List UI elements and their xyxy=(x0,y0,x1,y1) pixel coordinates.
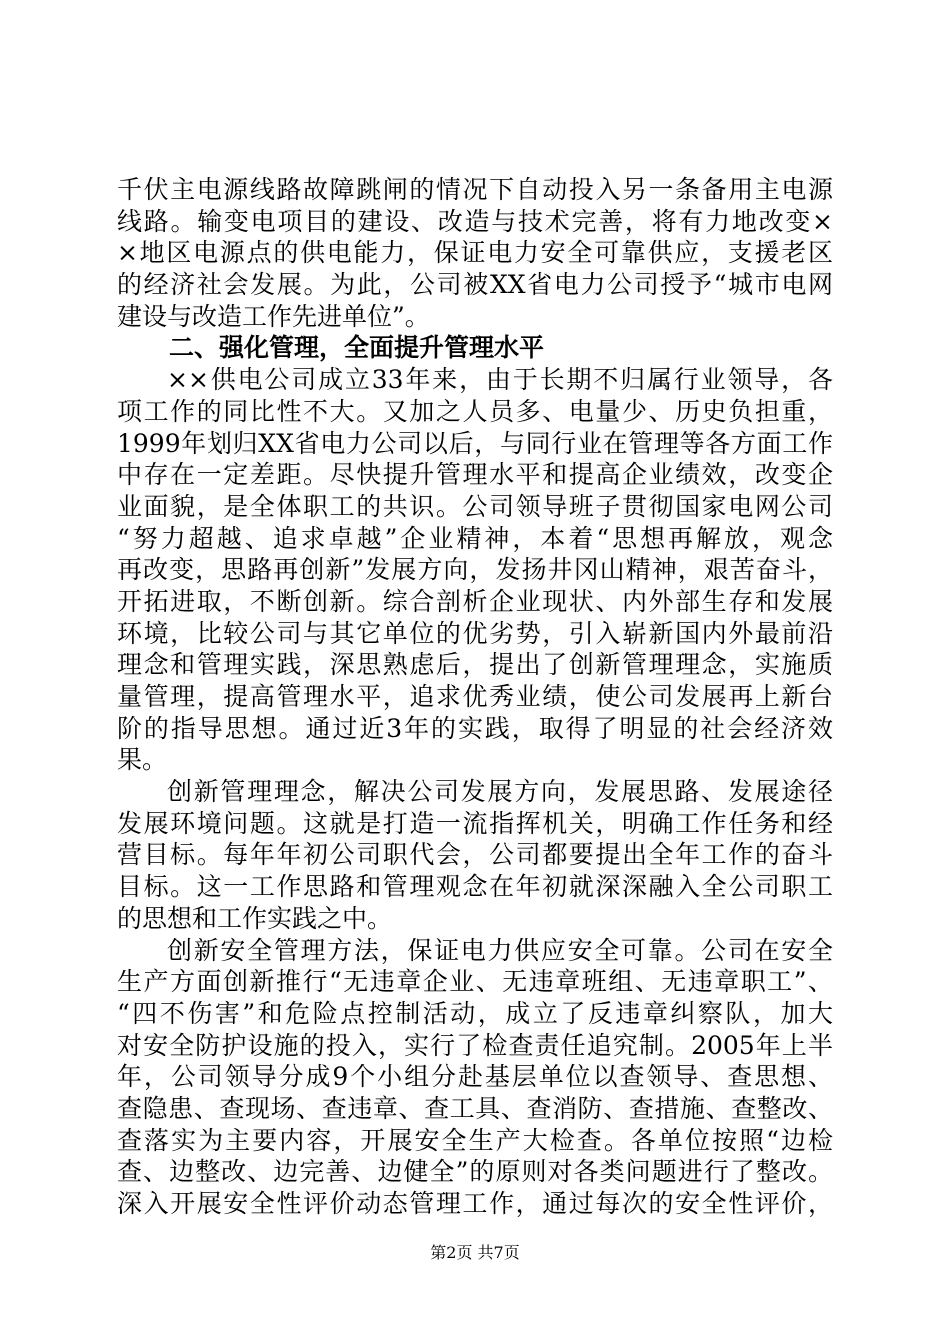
text-line: 查、边整改、边完善、边健全”的原则对各类问题进行了整改。 xyxy=(117,1157,833,1187)
text-line: 创新安全管理方法，保证电力供应安全可靠。公司在安全 xyxy=(167,935,833,965)
text-line: 深入开展安全性评价动态管理工作，通过每次的安全性评价， xyxy=(117,1189,833,1218)
text-line: “努力超越、追求卓越”企业精神，本着“思想再解放，观念 xyxy=(117,523,833,553)
text-line: 量管理，提高管理水平，追求优秀业绩，使公司发展再上新台 xyxy=(117,682,833,711)
text-line: 的思想和工作实践之中。 xyxy=(117,903,393,933)
text-line: 果。 xyxy=(117,745,168,775)
text-line: 开拓进取，不断创新。综合剖析企业现状、内外部生存和发展 xyxy=(117,586,833,616)
text-line: 年，公司领导分成9个小组分赴基层单位以查领导、查思想、 xyxy=(117,1062,833,1092)
page-footer: 第2页 共7页 xyxy=(430,1243,520,1262)
text-line: ×地区电源点的供电能力，保证电力安全可靠供应，支援老区 xyxy=(117,238,833,268)
text-line: 环境，比较公司与其它单位的优劣势，引入崭新国内外最前沿 xyxy=(117,618,833,648)
text-line: 千伏主电源线路故障跳闸的情况下自动投入另一条备用主电源 xyxy=(117,175,833,204)
paragraph xyxy=(117,935,833,1220)
text-line: 对安全防护设施的投入，实行了检查责任追究制。2005年上半 xyxy=(117,1030,833,1060)
paragraph xyxy=(117,364,833,776)
text-line: 阶的指导思想。通过近3年的实践，取得了明显的社会经济效 xyxy=(117,713,833,743)
text-line: 查落实为主要内容，开展安全生产大检查。各单位按照“边检 xyxy=(117,1125,833,1155)
text-line: 营目标。每年年初公司职代会，公司都要提出全年工作的奋斗 xyxy=(117,840,833,870)
paragraph xyxy=(117,174,833,332)
text-line: 目标。这一工作思路和管理观念在年初就深深融入全公司职工 xyxy=(117,872,833,902)
text-line: 发展环境问题。这就是打造一流指挥机关，明确工作任务和经 xyxy=(117,808,833,838)
text-line: 创新管理理念，解决公司发展方向，发展思路、发展途径 xyxy=(167,777,833,807)
text-line: 再改变，思路再创新”发展方向，发扬井冈山精神，艰苦奋斗， xyxy=(117,555,833,585)
text-line: 查隐患、查现场、查违章、查工具、查消防、查措施、查整改、 xyxy=(117,1093,833,1123)
text-line: 中存在一定差距。尽快提升管理水平和提高企业绩效，改变企 xyxy=(117,460,833,490)
text-line: 生产方面创新推行“无违章企业、无违章班组、无违章职工”、 xyxy=(117,967,833,997)
text-line: 线路。输变电项目的建设、改造与技术完善，将有力地改变× xyxy=(117,206,833,236)
text-line: 建设与改造工作先进单位”。 xyxy=(117,301,430,331)
text-line: “四不伤害”和危险点控制活动，成立了反违章纠察队，加大 xyxy=(117,998,833,1028)
text-line: 业面貌，是全体职工的共识。公司领导班子贯彻国家电网公司 xyxy=(117,491,833,521)
text-line: 1999年划归XX省电力公司以后，与同行业在管理等各方面工作 xyxy=(117,428,833,458)
text-line: 的经济社会发展。为此，公司被XX省电力公司授予“城市电网 xyxy=(117,270,833,300)
paragraph xyxy=(117,776,833,934)
document-body xyxy=(117,174,833,1220)
text-line: 理念和管理实践，深思熟虑后，提出了创新管理理念，实施质 xyxy=(117,650,833,680)
section-heading: 二、强化管理，全面提升管理水平 xyxy=(169,333,545,363)
text-line: 项工作的同比性不大。又加之人员多、电量少、历史负担重， xyxy=(117,396,833,426)
text-line: ××供电公司成立33年来，由于长期不归属行业领导，各 xyxy=(167,365,833,395)
